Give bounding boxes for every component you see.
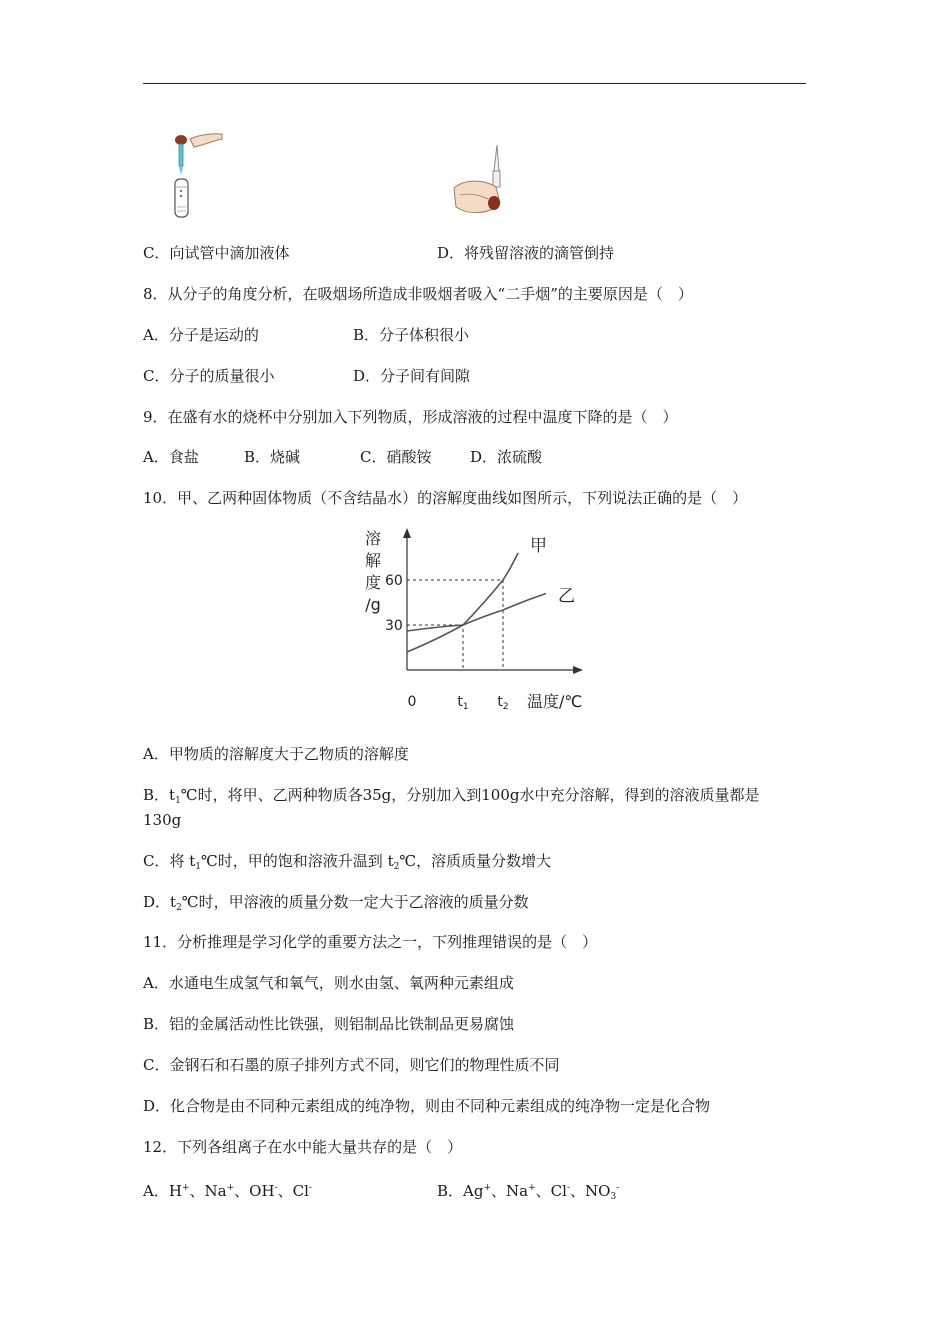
q8-option-a: A．分子是运动的 bbox=[143, 326, 259, 344]
q10-option-b: B．$t_1℃$时，将甲、乙两种物质各35g，分别加入到100g水中充分溶解，得到的溶液质量都是 bbox=[143, 786, 760, 806]
q12-option-b: B．Ag+、Na+、Cl-、$NO_3^-$ bbox=[437, 1182, 620, 1202]
q8-stem: 8．从分子的角度分析，在吸烟场所造成非吸烟者吸入“二手烟”的主要原因是（ ） bbox=[143, 285, 693, 303]
x-tick-t1: $t_1$ bbox=[457, 694, 469, 712]
y-label-char: 解 bbox=[364, 551, 382, 570]
y-tick-30: 30 bbox=[385, 618, 403, 634]
tick-labels bbox=[385, 573, 582, 712]
x-axis-arrow bbox=[573, 666, 583, 674]
q10-option-b-line2: 130g bbox=[143, 811, 182, 829]
q9-option-c: C．硝酸铵 bbox=[360, 448, 432, 466]
q11-stem: 11．分析推理是学习化学的重要方法之一，下列推理错误的是（ ） bbox=[143, 933, 598, 951]
solubility-curve-chart bbox=[355, 522, 595, 717]
q8-option-b: B．分子体积很小 bbox=[353, 326, 470, 344]
inverted-dropper-figure bbox=[450, 143, 510, 221]
guide-t1-30 bbox=[407, 625, 463, 670]
q11-option-c: C．金钢石和石墨的原子排列方式不同，则它们的物理性质不同 bbox=[143, 1056, 560, 1074]
x-tick-0: 0 bbox=[407, 694, 417, 710]
x-axis-label: 温度/℃ bbox=[527, 692, 583, 711]
dropper-test-tube-figure bbox=[160, 125, 230, 220]
q9-option-d: D．浓硫酸 bbox=[470, 448, 543, 466]
y-label-char: /g bbox=[365, 595, 381, 614]
x-tick-t2: $t_2$ bbox=[497, 694, 509, 712]
q10-option-d: D．$t_2℃$时，甲溶液的质量分数一定大于乙溶液的质量分数 bbox=[143, 893, 529, 913]
series-label: 甲 bbox=[530, 536, 548, 556]
series-label: 乙 bbox=[558, 586, 575, 607]
q11-option-a: A．水通电生成氢气和氧气，则水由氢、氧两种元素组成 bbox=[143, 974, 514, 992]
q12-stem: 12．下列各组离子在水中能大量共存的是（ ） bbox=[143, 1138, 463, 1156]
series-curves bbox=[407, 536, 575, 652]
y-label-char: 溶 bbox=[364, 529, 382, 548]
y-axis-arrow bbox=[403, 528, 411, 538]
q8-option-c: C．分子的质量很小 bbox=[143, 367, 275, 385]
q10-stem: 10．甲、乙两种固体物质（不含结晶水）的溶解度曲线如图所示，下列说法正确的是（ ） bbox=[143, 489, 748, 507]
q7-option-d: D．将残留溶液的滴管倒持 bbox=[437, 244, 615, 262]
header-rule bbox=[143, 83, 806, 84]
q12-option-a: A．H+、Na+、OH-、Cl- bbox=[143, 1182, 312, 1200]
q9-stem: 9．在盛有水的烧杯中分别加入下列物质，形成溶液的过程中温度下降的是（ ） bbox=[143, 408, 678, 426]
q7-option-c: C．向试管中滴加液体 bbox=[143, 244, 290, 262]
y-tick-60: 60 bbox=[385, 573, 403, 589]
y-label-char: 度 bbox=[364, 573, 382, 592]
y-axis-label bbox=[365, 529, 381, 614]
q8-option-d: D．分子间有间隙 bbox=[353, 367, 471, 385]
q9-option-b: B．烧碱 bbox=[244, 448, 301, 466]
chart-axes bbox=[403, 528, 583, 674]
q10-option-a: A．甲物质的溶解度大于乙物质的溶解度 bbox=[143, 745, 409, 763]
q11-option-d: D．化合物是由不同种元素组成的纯净物，则由不同种元素组成的纯净物一定是化合物 bbox=[143, 1097, 711, 1115]
q9-option-a: A．食盐 bbox=[143, 448, 199, 466]
q10-option-c: C．将 $t_1℃$时，甲的饱和溶液升温到 $t_2℃$，溶质质量分数增大 bbox=[143, 852, 552, 872]
q11-option-b: B．铝的金属活动性比铁强，则铝制品比铁制品更易腐蚀 bbox=[143, 1015, 515, 1033]
